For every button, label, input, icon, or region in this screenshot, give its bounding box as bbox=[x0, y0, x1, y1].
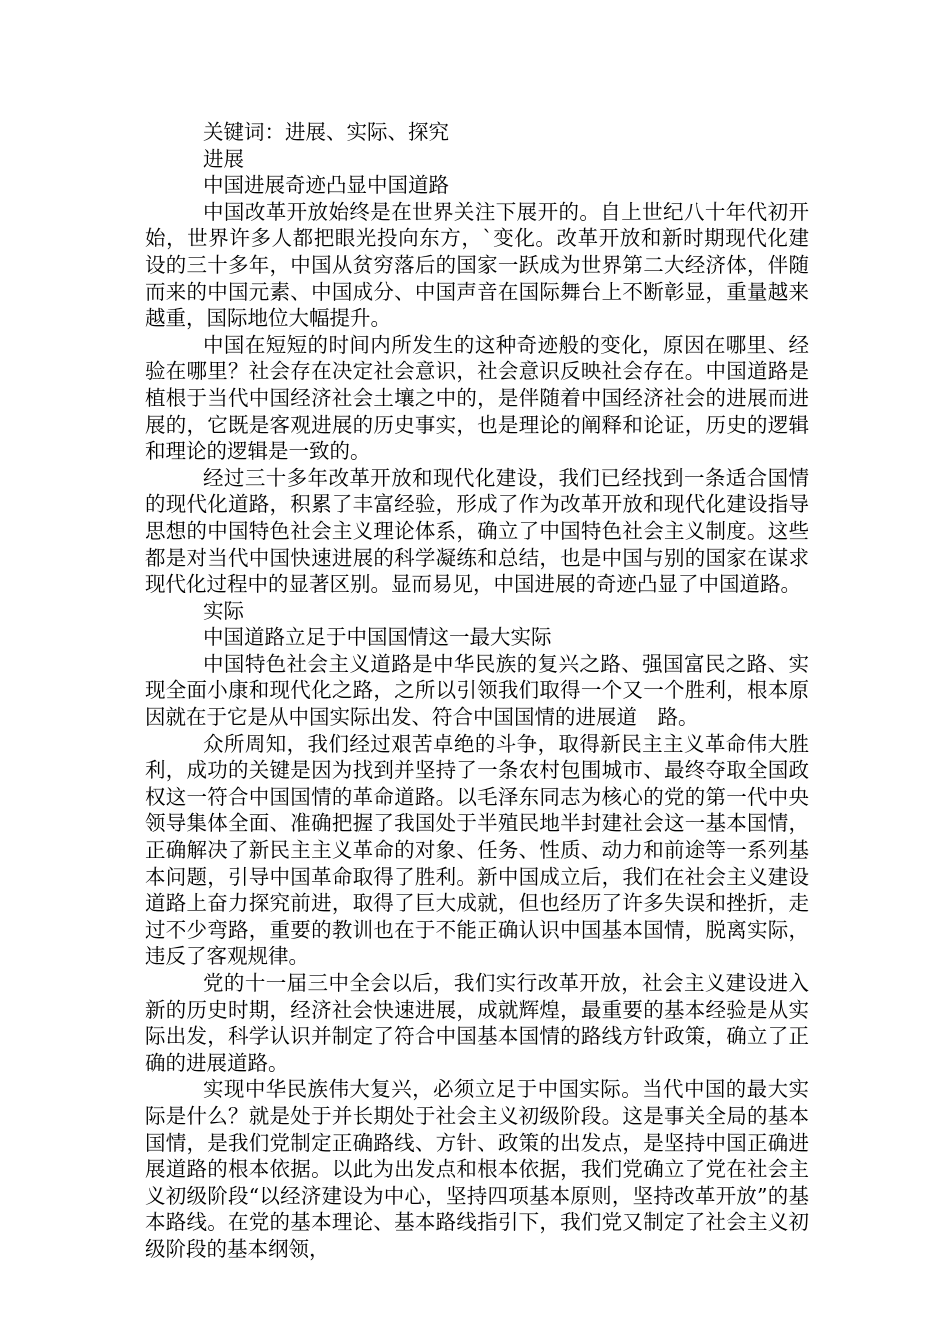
paragraph: 中国特色社会主义道路是中华民族的复兴之路、强国富民之路、实现全面小康和现代化之路，之所以引领我们取得一个又一个胜利，根本原因就在于它是从中国实际出发、符合中国国情的进展道 路。 bbox=[145, 651, 809, 730]
paragraph: 中国改革开放始终是在世界关注下展开的。自上世纪八十年代初开始，世界许多人都把眼光投向东方，`变化。改革开放和新时期现代化建设的三十多年，中国从贫穷落后的国家一跃成为世界第二大经济体，伴随而来的中国元素、中国成分、中国声音在国际舞台上不断彰显，重量越来越重，国际地位大幅提升。 bbox=[145, 199, 809, 331]
document-page bbox=[145, 119, 809, 1263]
paragraph: 实现中华民族伟大复兴，必须立足于中国实际。当代中国的最大实际是什么？就是处于并长期处于社会主义初级阶段。这是事关全局的基本国情，是我们党制定正确路线、方针、政策的出发点，是坚持中国正确进展道路的根本依据。以此为出发点和根本依据，我们党确立了党在社会主义初级阶段“以经济建设为中心，坚持四项基本原则，坚持改革开放”的基本路线。在党的基本理论、基本路线指引下，我们党又制定了社会主义初级阶段的基本纲领， bbox=[145, 1077, 809, 1261]
section-subheading-reality: 中国道路立足于中国国情这一最大实际 bbox=[203, 625, 552, 650]
section-heading-progress: 进展 bbox=[203, 146, 244, 171]
paragraph: 众所周知，我们经过艰苦卓绝的斗争，取得新民主主义革命伟大胜利，成功的关键是因为找到并坚持了一条农村包围城市、最终夺取全国政权这一符合中国国情的革命道路。以毛泽东同志为核心的党的第一代中央领导集体全面、准确把握了我国处于半殖民地半封建社会这一基本国情，正确解决了新民主主义革命的对象、任务、性质、动力和前途等一系列基本问题，引导中国革命取得了胜利。新中国成立后，我们在社会主义建设道路上奋力探究前进，取得了巨大成就，但也经历了许多失误和挫折，走过不少弯路，重要的教训也在于不能正确认识中国基本国情，脱离实际，违反了客观规律。 bbox=[145, 731, 809, 969]
paragraph: 经过三十多年改革开放和现代化建设，我们已经找到一条适合国情的现代化道路，积累了丰富经验，形成了作为改革开放和现代化建设指导思想的中国特色社会主义理论体系，确立了中国特色社会主义制度。这些都是对当代中国快速进展的科学凝练和总结，也是中国与别的国家在谋求现代化过程中的显著区别。显而易见，中国进展的奇迹凸显了中国道路。 bbox=[145, 465, 809, 597]
section-subheading-progress: 中国进展奇迹凸显中国道路 bbox=[203, 173, 449, 198]
section-heading-reality: 实际 bbox=[203, 598, 244, 623]
paragraph: 党的十一届三中全会以后，我们实行改革开放，社会主义建设进入新的历史时期，经济社会快速进展，成就辉煌，最重要的基本经验是从实际出发，科学认识并制定了符合中国基本国情的路线方针政策，确立了正确的进展道路。 bbox=[145, 971, 809, 1075]
keywords-line: 关键词：进展、实际、探究 bbox=[203, 120, 449, 144]
paragraph: 中国在短短的时间内所发生的这种奇迹般的变化，原因在哪里、经验在哪里？社会存在决定社会意识，社会意识反映社会存在。中国道路是植根于当代中国经济社会土壤之中的，是伴随着中国经济社会的进展而进展的，它既是客观进展的历史事实，也是理论的阐释和论证，历史的逻辑和理论的逻辑是一致的。 bbox=[145, 332, 809, 464]
